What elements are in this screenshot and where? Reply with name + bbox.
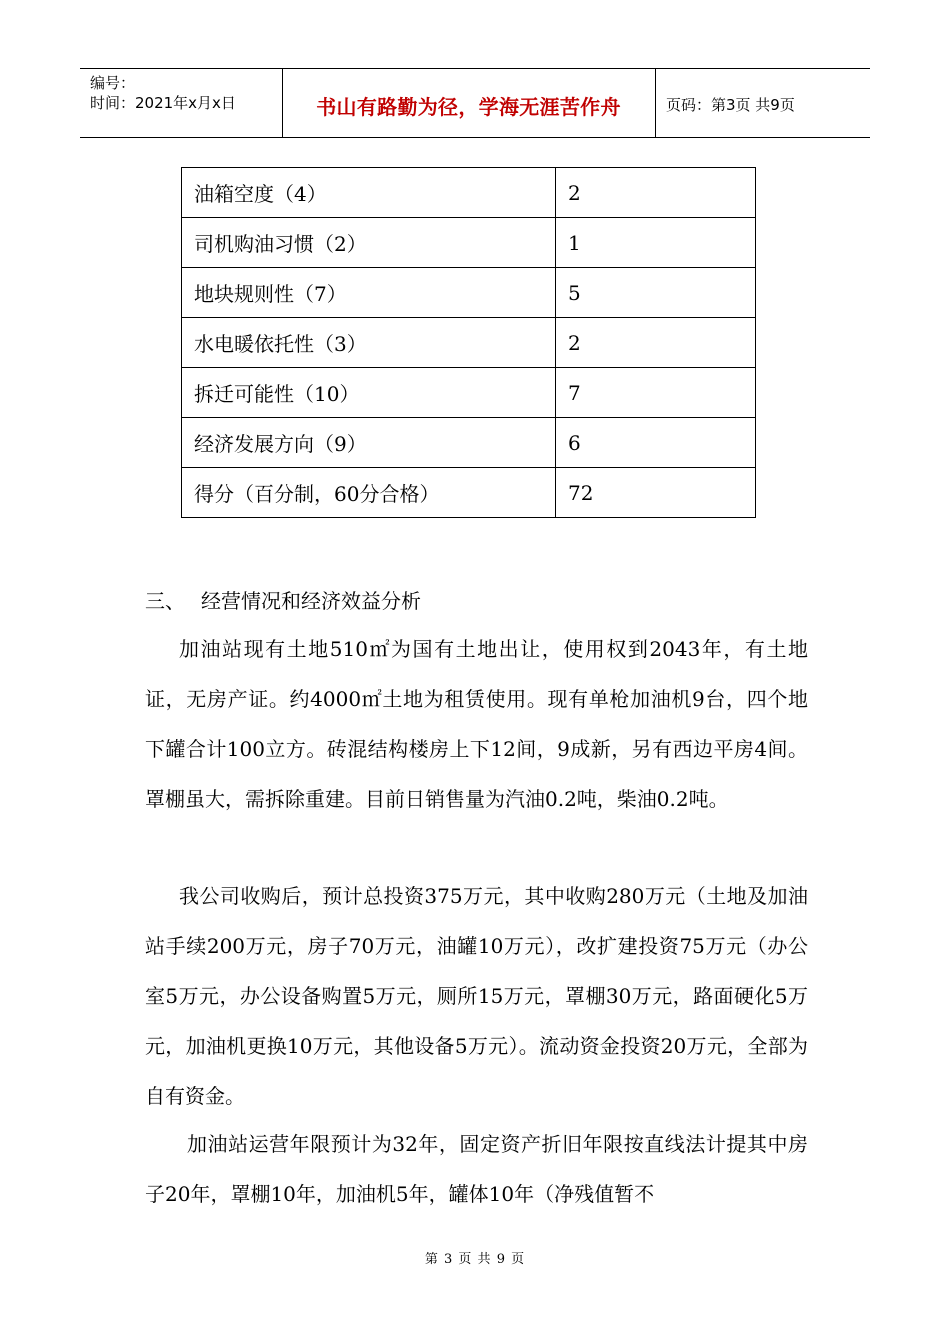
section-title: 经营情况和经济效益分析 <box>201 589 421 613</box>
score-table <box>181 167 756 518</box>
header-page-number: 页码：第3页 共9页 <box>666 96 795 114</box>
table-cell-score: 5 <box>556 268 756 318</box>
table-cell-item: 地块规则性（7） <box>182 268 556 318</box>
header-meta <box>90 73 236 113</box>
body-paragraph: 我公司收购后，预计总投资375万元，其中收购280万元（土地及加油站手续200万元，房子70万元，油罐10万元），改扩建投资75万元（办公室5万元，办公设备购置5万元，厕所15万元，罩棚30万元，路面硬化5万元，加油机更换10万元，其他设备5万元）。流动资金投资20万元，全部为自有资金。 <box>145 884 808 1108</box>
table-cell-score: 1 <box>556 218 756 268</box>
table-cell-item: 油箱空度（4） <box>182 168 556 218</box>
table-cell-item: 经济发展方向（9） <box>182 418 556 468</box>
document-time: 时间：2021年x月x日 <box>90 94 236 112</box>
page-header <box>80 68 870 138</box>
table-cell-score: 2 <box>556 318 756 368</box>
table-row <box>182 268 756 318</box>
header-divider <box>655 69 656 137</box>
header-motto: 书山有路勤为径，学海无涯苦作舟 <box>316 95 621 119</box>
table-cell-score: 7 <box>556 368 756 418</box>
body-paragraph: 加油站运营年限预计为32年，固定资产折旧年限按直线法计提其中房子20年，罩棚10年，加油机5年，罐体10年（净残值暂不 <box>145 1132 808 1206</box>
table-cell-score: 72 <box>556 468 756 518</box>
section-heading <box>145 585 421 614</box>
table-row <box>182 368 756 418</box>
table-row <box>182 418 756 468</box>
table-cell-item: 司机购油习惯（2） <box>182 218 556 268</box>
body-paragraph: 加油站现有土地510㎡为国有土地出让，使用权到2043年，有土地证，无房产证。约4000㎡土地为租赁使用。现有单枪加油机9台，四个地下罐合计100立方。砖混结构楼房上下12间，9成新，另有西边平房4间。罩棚虽大，需拆除重建。目前日销售量为汽油0.2吨，柴油0.2吨。 <box>145 637 808 811</box>
table-row <box>182 168 756 218</box>
table-cell-item: 得分（百分制，60分合格） <box>182 468 556 518</box>
table-cell-item: 水电暖依托性（3） <box>182 318 556 368</box>
table-cell-score: 2 <box>556 168 756 218</box>
table-row <box>182 318 756 368</box>
table-cell-score: 6 <box>556 418 756 468</box>
document-number: 编号： <box>90 74 136 92</box>
table-row <box>182 218 756 268</box>
table-cell-item: 拆迁可能性（10） <box>182 368 556 418</box>
page-footer: 第 3 页 共 9 页 <box>424 1252 526 1267</box>
table-row <box>182 468 756 518</box>
section-number: 三、 <box>145 589 185 613</box>
